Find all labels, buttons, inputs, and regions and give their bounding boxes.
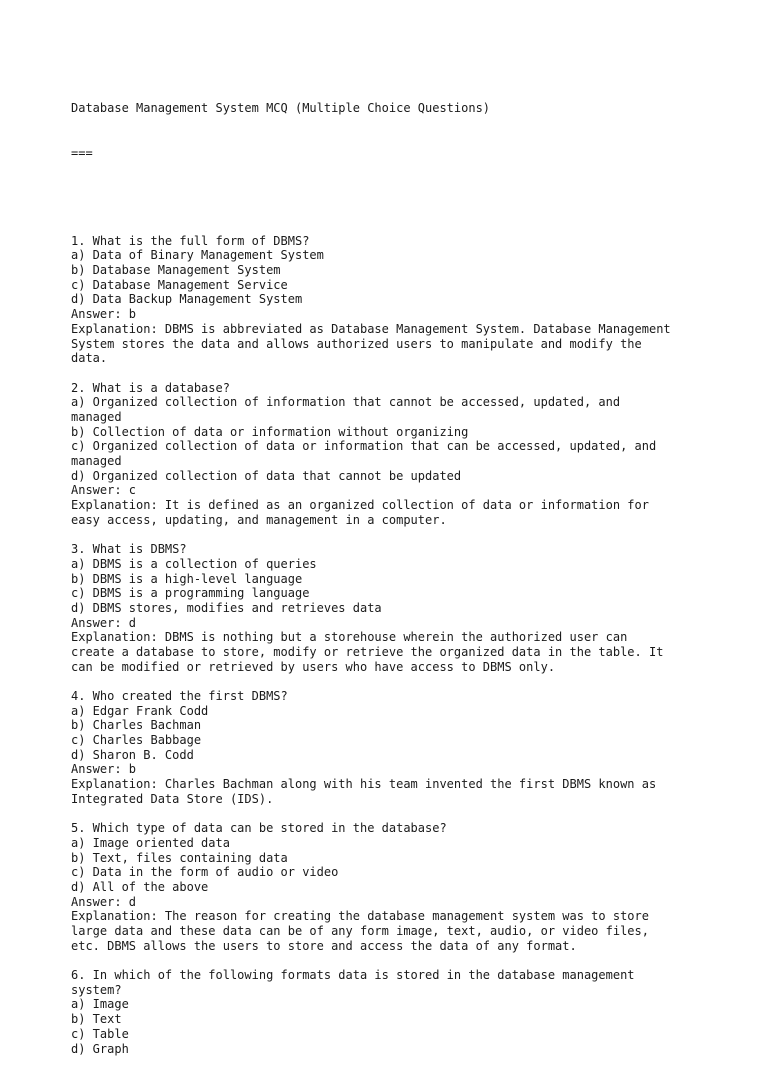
- answer-option: a) Image: [71, 997, 129, 1012]
- explanation-text: Explanation: Charles Bachman along with his team invented the first DBMS known as: [71, 777, 657, 792]
- explanation-text: Explanation: DBMS is abbreviated as Database Management System. Database Management: [71, 321, 671, 336]
- spacer: [71, 953, 731, 968]
- spacer: [71, 527, 731, 542]
- answer-option: a) Image oriented data: [71, 835, 230, 850]
- answer-option: b) Text, files containing data: [71, 850, 288, 865]
- explanation-text: Explanation: The reason for creating the database management system was to store: [71, 909, 649, 924]
- answer-option: b) Text: [71, 1012, 122, 1027]
- answer-key: Answer: d: [71, 615, 137, 630]
- answer-key: Answer: c: [71, 483, 137, 498]
- explanation-text: data.: [71, 351, 108, 366]
- answer-option: c) DBMS is a programming language: [71, 586, 310, 601]
- answer-option: c) Organized collection of data or information that can be accessed, updated, and: [71, 439, 657, 454]
- question-text: 6. In which of the following formats data is stored in the database management: [71, 968, 635, 983]
- explanation-text: large data and these data can be of any form image, text, audio, or video files,: [71, 924, 649, 938]
- question-text: 5. Which type of data can be stored in the database?: [71, 821, 447, 836]
- question-list: [71, 234, 731, 1057]
- spacer: [71, 366, 731, 381]
- answer-option: c) Database Management Service: [71, 277, 288, 292]
- answer-key: Answer: b: [71, 307, 137, 322]
- answer-option: d) Graph: [71, 1041, 129, 1056]
- answer-option: b) Collection of data or information without organizing: [71, 424, 469, 439]
- answer-option: d) Data Backup Management System: [71, 292, 303, 307]
- question-text: system?: [71, 982, 122, 997]
- answer-key: Answer: b: [71, 762, 137, 777]
- explanation-text: Integrated Data Store (IDS).: [71, 791, 274, 806]
- question-text: 4. Who created the first DBMS?: [71, 689, 288, 703]
- question-block: [71, 968, 731, 1056]
- question-block: [71, 234, 731, 366]
- explanation-text: Explanation: DBMS is nothing but a storehouse wherein the authorized user can: [71, 630, 628, 645]
- question-text: 3. What is DBMS?: [71, 542, 187, 557]
- title-underline: ===: [71, 145, 93, 160]
- answer-option: a) DBMS is a collection of queries: [71, 556, 317, 571]
- answer-option: d) DBMS stores, modifies and retrieves data: [71, 600, 382, 615]
- answer-option: c) Data in the form of audio or video: [71, 865, 339, 880]
- answer-option: c) Table: [71, 1026, 129, 1041]
- answer-option: managed: [71, 454, 122, 468]
- question-block: [71, 821, 731, 953]
- explanation-text: System stores the data and allows authorized users to manipulate and modify the: [71, 336, 642, 351]
- answer-option: a) Edgar Frank Codd: [71, 703, 209, 718]
- explanation-text: can be modified or retrieved by users who have access to DBMS only.: [71, 659, 556, 674]
- explanation-text: easy access, updating, and management in a computer.: [71, 512, 447, 527]
- document-title: Database Management System MCQ (Multiple Choice Questions): [71, 101, 491, 116]
- answer-option: b) Database Management System: [71, 263, 281, 278]
- question-text: 1. What is the full form of DBMS?: [71, 233, 310, 248]
- answer-option: b) Charles Bachman: [71, 718, 202, 733]
- answer-option: d) Sharon B. Codd: [71, 747, 194, 762]
- explanation-text: Explanation: It is defined as an organized collection of data or information for: [71, 498, 649, 513]
- answer-option: b) DBMS is a high-level language: [71, 571, 303, 586]
- question-block: [71, 689, 731, 807]
- question-block: [71, 542, 731, 674]
- spacer: [71, 807, 731, 822]
- answer-key: Answer: d: [71, 894, 137, 909]
- spacer: [71, 190, 731, 205]
- explanation-text: etc. DBMS allows the users to store and access the data of any format.: [71, 938, 577, 953]
- document-page: [71, 72, 731, 1071]
- spacer: [71, 674, 731, 689]
- answer-option: d) Organized collection of data that cannot be updated: [71, 468, 462, 483]
- answer-option: a) Organized collection of information that cannot be accessed, updated, and: [71, 395, 621, 410]
- answer-option: a) Data of Binary Management System: [71, 248, 324, 263]
- question-text: 2. What is a database?: [71, 380, 230, 395]
- answer-option: c) Charles Babbage: [71, 733, 202, 748]
- answer-option: d) All of the above: [71, 879, 209, 894]
- explanation-text: create a database to store, modify or retrieve the organized data in the table. It: [71, 644, 664, 659]
- answer-option: managed: [71, 409, 122, 424]
- question-block: [71, 381, 731, 528]
